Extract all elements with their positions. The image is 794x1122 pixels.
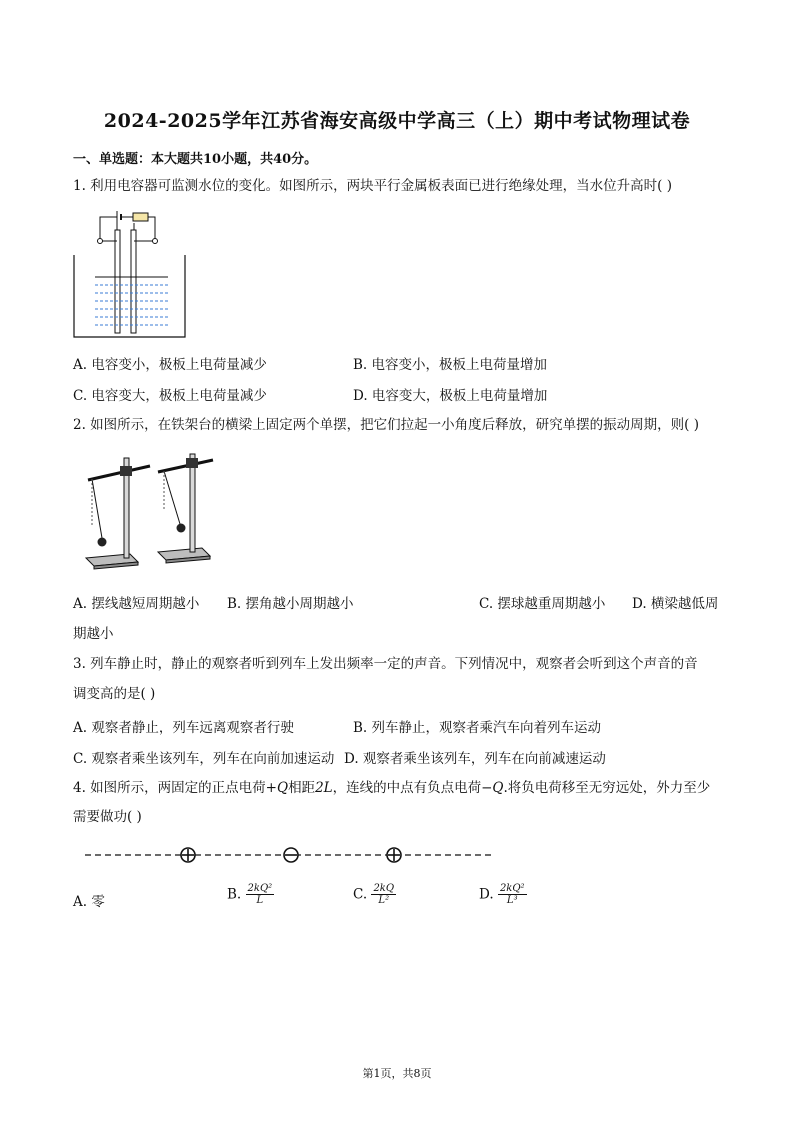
question-1-stem: 1. 利用电容器可监测水位的变化。如图所示，两块平行金属板表面已进行绝缘处理，当水位升高时( ) <box>73 178 672 194</box>
page-footer: 第1页，共8页 <box>362 1067 432 1080</box>
positive-charge-left-icon <box>181 848 195 862</box>
option-d-label: D. <box>479 886 494 903</box>
question-1-option-a: A. 电容变小，极板上电荷量减少 <box>73 357 267 373</box>
question-2-option-d-wrap: 期越小 <box>73 626 114 642</box>
question-4-stem-a: 4. 如图所示，两固定的正点电荷 <box>73 780 266 796</box>
question-1-option-c: C. 电容变大，极板上电荷量减少 <box>73 388 267 404</box>
point-charges-figure <box>85 845 500 865</box>
capacitor-water-level-figure <box>73 205 193 340</box>
negative-charge-symbol: −Q <box>481 780 504 796</box>
option-b-numerator: 2kQ² <box>247 883 273 894</box>
question-2-option-d: D. 横梁越低周 <box>632 596 719 612</box>
question-2-option-b: B. 摆角越小周期越小 <box>227 596 354 612</box>
question-4-stem-c: ，连线的中点有负点电荷 <box>332 780 482 796</box>
option-c-denominator: L² <box>378 895 390 906</box>
question-3-stem-line1: 3. 列车静止时，静止的观察者听到列车上发出频率一定的声音。下列情况中，观察者会听到这个声音的音 <box>73 656 698 672</box>
option-c-fraction <box>371 883 396 906</box>
option-b-label: B. <box>227 886 242 903</box>
option-d-fraction <box>498 883 527 906</box>
question-4-stem-d: .将负电荷移至无穷远处，外力至少 <box>503 780 711 796</box>
question-4-stem-line1 <box>73 777 723 799</box>
section-heading: 一、单选题：本大题共10小题，共40分。 <box>73 152 318 167</box>
option-b-denominator: L <box>256 895 264 906</box>
negative-charge-icon <box>284 848 298 862</box>
option-d-numerator: 2kQ² <box>499 883 525 894</box>
question-3-option-a: A. 观察者静止，列车远离观察者行驶 <box>73 720 294 736</box>
question-3-option-d: D. 观察者乘坐该列车，列车在向前减速运动 <box>344 751 606 767</box>
option-c-label: C. <box>353 886 368 903</box>
positive-charge-symbol: +Q <box>265 780 289 796</box>
distance-symbol: 2L <box>315 780 333 796</box>
question-4-stem-b: 相距 <box>288 780 316 796</box>
positive-charge-right-icon <box>387 848 401 862</box>
question-4-option-c <box>353 883 396 906</box>
question-2-option-a: A. 摆线越短周期越小 <box>73 596 200 612</box>
question-1-option-d: D. 电容变大，极板上电荷量增加 <box>353 388 548 404</box>
option-c-numerator: 2kQ <box>373 883 395 894</box>
question-1-option-b: B. 电容变小，极板上电荷量增加 <box>353 357 548 373</box>
question-4-option-d <box>479 883 527 906</box>
question-3-option-b: B. 列车静止，观察者乘汽车向着列车运动 <box>353 720 602 736</box>
question-2-option-c: C. 摆球越重周期越小 <box>479 596 606 612</box>
pendulum-stand-figure <box>80 450 220 575</box>
question-4-stem-line2: 需要做功( ) <box>73 809 142 825</box>
page-title: 2024-2025学年江苏省海安高级中学高三（上）期中考试物理试卷 <box>103 110 691 132</box>
option-b-fraction <box>246 883 275 906</box>
option-d-denominator: L³ <box>506 895 518 906</box>
question-2-stem: 2. 如图所示，在铁架台的横梁上固定两个单摆，把它们拉起一小角度后释放，研究单摆的振动周期，则( ) <box>73 417 699 433</box>
question-3-option-c: C. 观察者乘坐该列车，列车在向前加速运动 <box>73 751 335 767</box>
question-3-stem-line2: 调变高的是( ) <box>73 686 156 702</box>
question-4-option-a: A. 零 <box>73 894 105 910</box>
question-4-option-b <box>227 883 274 906</box>
